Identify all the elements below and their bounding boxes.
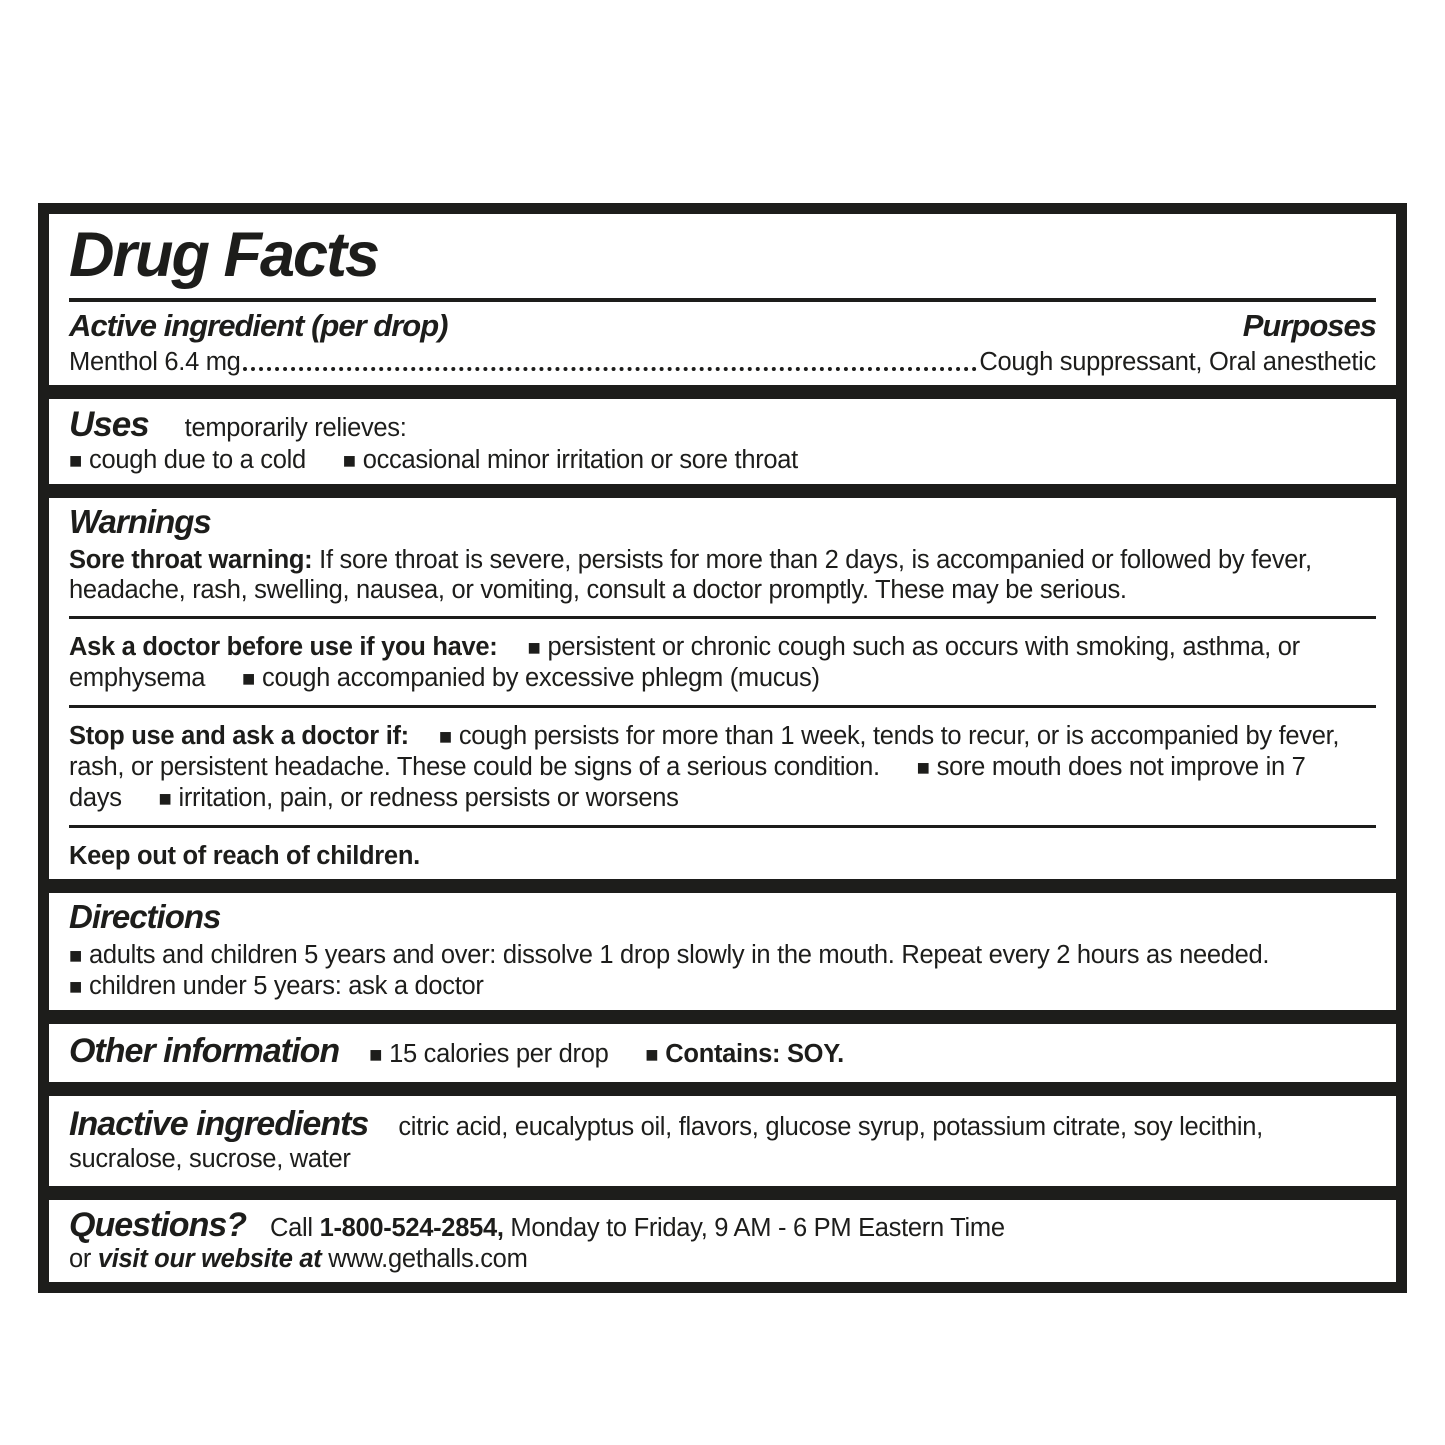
- uses-intro: temporarily relieves:: [184, 414, 407, 442]
- uses-bullet-2: occasional minor irritation or sore throat: [362, 446, 798, 474]
- ask-doctor-warning: [69, 632, 1376, 694]
- questions-call-prefix: Call: [270, 1214, 313, 1242]
- questions-call-hours: Monday to Friday, 9 AM - 6 PM Eastern Time: [510, 1214, 1005, 1242]
- active-ingredient-row: [69, 347, 1376, 377]
- active-ingredient-header-row: [69, 308, 1376, 344]
- sore-throat-warning-label: Sore throat warning:: [69, 546, 313, 574]
- section-warnings: [49, 498, 1396, 879]
- other-information-bullet-2: Contains: SOY.: [665, 1040, 844, 1068]
- warnings-divider: [69, 705, 1376, 708]
- stop-use-bullet-3: irritation, pain, or redness persists or worsens: [178, 784, 679, 812]
- ask-doctor-bullet-1: persistent or chronic cough such as occurs with smoking, asthma, or emphysema: [69, 633, 1300, 692]
- section-uses: [49, 399, 1396, 484]
- bullet-square-icon: ■: [369, 1042, 383, 1067]
- section-inactive-ingredients: [49, 1096, 1396, 1186]
- ingredient-purpose: Cough suppressant, Oral anesthetic: [979, 348, 1376, 376]
- uses-heading: Uses: [69, 405, 149, 444]
- stop-use-label: Stop use and ask a doctor if:: [69, 722, 409, 750]
- inactive-ingredients-paragraph: [69, 1104, 1376, 1174]
- purposes-heading: Purposes: [1242, 308, 1376, 343]
- ask-doctor-bullet-2: cough accompanied by excessive phlegm (mucus): [262, 664, 820, 692]
- sore-throat-warning: [69, 545, 1376, 605]
- bullet-square-icon: ■: [916, 755, 930, 780]
- questions-heading: Questions?: [69, 1206, 247, 1244]
- bullet-square-icon: ■: [342, 448, 356, 473]
- ask-doctor-label: Ask a doctor before use if you have:: [69, 633, 498, 661]
- bullet-square-icon: ■: [242, 666, 255, 691]
- directions-bullet-line: [69, 940, 1376, 971]
- stop-use-warning: [69, 721, 1376, 814]
- keep-out-of-reach-warning: [69, 841, 1376, 871]
- bullet-square-icon: ■: [527, 635, 541, 660]
- website-prefix: or: [69, 1245, 92, 1273]
- bullet-square-icon: ■: [158, 786, 172, 811]
- drug-facts-title: Drug Facts: [69, 220, 379, 290]
- bullet-square-icon: ■: [438, 724, 452, 749]
- uses-heading-line: [69, 405, 1376, 445]
- directions-heading: Directions: [69, 898, 221, 935]
- website-emphasis: visit our website at: [97, 1245, 322, 1273]
- section-title-active-ingredient: [49, 214, 1396, 385]
- inactive-ingredients-heading: Inactive ingredients: [69, 1105, 369, 1143]
- dotted-leader: [243, 367, 978, 371]
- questions-line: [69, 1206, 1376, 1244]
- website-url: www.gethalls.com: [328, 1245, 528, 1273]
- other-information-bullet-1: 15 calories per drop: [389, 1040, 609, 1068]
- sore-throat-warning-text: If sore throat is severe, persists for more than 2 days, is accompanied or followed by fever, headache, rash, swelling, nausea, or vomiting, consult a doctor promptly. These may be serious.: [69, 546, 1312, 604]
- section-questions: [49, 1200, 1396, 1282]
- warnings-heading: Warnings: [69, 503, 211, 540]
- bullet-square-icon: ■: [69, 448, 82, 473]
- drug-facts-panel: [38, 203, 1407, 1293]
- warnings-divider: [69, 616, 1376, 619]
- bullet-square-icon: ■: [69, 974, 82, 999]
- stop-use-bullet-1: cough persists for more than 1 week, tends to recur, or is accompanied by fever, rash, or persistent headache. These could be signs of a serious condition.: [69, 722, 1340, 781]
- other-information-heading: Other information: [69, 1032, 340, 1070]
- section-directions: [49, 893, 1396, 1010]
- questions-phone-number: 1-800-524-2854,: [319, 1214, 504, 1242]
- directions-bullet-line: [69, 971, 1376, 1002]
- uses-bullet-line: [69, 445, 1376, 476]
- title-divider: [69, 298, 1376, 302]
- bullet-square-icon: ■: [645, 1042, 659, 1067]
- stop-use-bullet-2: sore mouth does not improve in 7 days: [69, 753, 1306, 812]
- section-other-information: [49, 1024, 1396, 1082]
- website-line: [69, 1244, 1376, 1274]
- inactive-ingredients-list: citric acid, eucalyptus oil, flavors, glucose syrup, potassium citrate, soy lecithin, sucralose, sucrose, water: [69, 1113, 1263, 1173]
- active-ingredient-heading: Active ingredient (per drop): [69, 308, 448, 343]
- directions-bullet-1: adults and children 5 years and over: dissolve 1 drop slowly in the mouth. Repeat every 2 hours as needed.: [89, 941, 1270, 969]
- warnings-divider: [69, 825, 1376, 828]
- directions-bullet-2: children under 5 years: ask a doctor: [89, 972, 484, 1000]
- uses-bullet-1: cough due to a cold: [89, 446, 306, 474]
- ingredient-name: Menthol 6.4 mg: [69, 348, 241, 376]
- keep-out-label: Keep out of reach of children.: [69, 842, 420, 870]
- other-information-line: [69, 1031, 844, 1071]
- bullet-square-icon: ■: [69, 943, 82, 968]
